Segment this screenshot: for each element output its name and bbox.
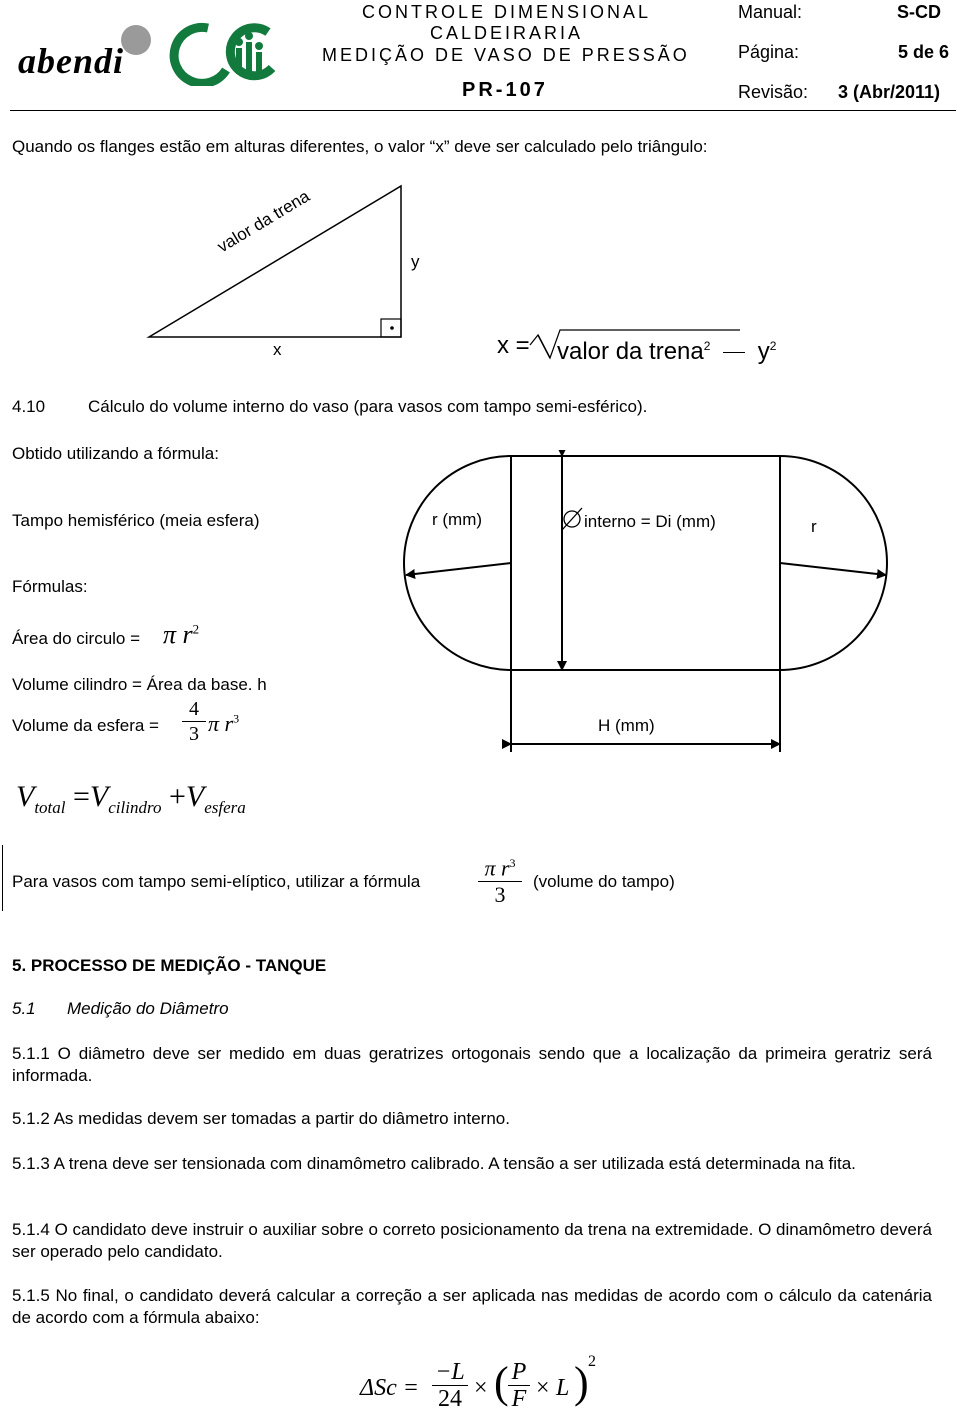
vtotal-sub: total xyxy=(34,798,66,817)
vessel-h-label: H (mm) xyxy=(598,716,655,735)
formulas-label: Fórmulas: xyxy=(12,577,88,596)
vessel-diameter-label: interno = Di (mm) xyxy=(584,512,716,531)
catenary-times-1: × xyxy=(474,1375,488,1401)
triangle-formula xyxy=(497,332,530,360)
para-512: 5.1.2 As medidas devem ser tomadas a partir do diâmetro interno. xyxy=(12,1109,510,1128)
para-514: 5.1.4 O candidato deve instruir o auxiliar sobre o correto posicionamento da trena na extremidade. O dinamômetro deverá ser operado pelo candidato. xyxy=(12,1220,932,1261)
vesf-sub: esfera xyxy=(204,798,246,817)
catenary-L: L xyxy=(556,1375,570,1401)
triangle-y-label: y xyxy=(411,252,420,271)
catenary-den-1: 24 xyxy=(438,1386,462,1412)
formula-rad-text: valor da trena xyxy=(557,338,704,365)
vtotal-equation xyxy=(16,780,246,825)
catenary-lparen: ( xyxy=(494,1358,509,1407)
tampo-text: Tampo hemisférico (meia esfera) xyxy=(12,511,260,530)
section-410-number: 4.10 xyxy=(12,397,46,416)
catenary-den-2: F xyxy=(511,1386,527,1412)
doc-code: PR-107 xyxy=(462,79,548,101)
vcil-v: V xyxy=(89,780,109,813)
vcil-sub: cilindro xyxy=(108,798,162,817)
formula-y: y xyxy=(757,338,770,365)
abendi-logo xyxy=(18,22,158,82)
header-title-2: CALDEIRARIA xyxy=(430,23,584,43)
revision-bar xyxy=(2,845,3,911)
para-511: 5.1.1 O diâmetro deve ser medido em duas geratrizes ortogonais sendo que a localização da primeira geratriz será informada. xyxy=(12,1044,932,1085)
sphere-frac-den: 3 xyxy=(189,723,199,745)
sphere-exp: 3 xyxy=(233,711,240,726)
area-label: Área do circulo = xyxy=(12,629,141,648)
obtained-text: Obtido utilizando a fórmula: xyxy=(12,444,219,463)
formula-lhs: x = xyxy=(497,332,530,359)
qc-logo xyxy=(168,18,293,86)
section5-heading: 5. PROCESSO DE MEDIÇÃO - TANQUE xyxy=(12,956,327,975)
section51-number: 5.1 xyxy=(12,999,36,1018)
vtotal-eq: = xyxy=(73,780,90,813)
header-divider xyxy=(10,110,956,111)
page-value: 5 de 6 xyxy=(898,42,950,62)
semi-pi-r: π r xyxy=(484,855,510,881)
semi-frac-den: 3 xyxy=(494,882,506,908)
catenary-frac-1 xyxy=(432,1359,468,1412)
semi-note: (volume do tampo) xyxy=(533,872,675,891)
vesf-v: V xyxy=(185,780,205,813)
manual-label: Manual: xyxy=(738,2,803,22)
area-exp: 2 xyxy=(192,621,200,637)
semi-exp: 3 xyxy=(509,856,516,870)
header-title-3: MEDIÇÃO DE VASO DE PRESSÃO xyxy=(322,45,690,65)
catenary-frac-2 xyxy=(508,1359,530,1412)
formula-radicand xyxy=(557,332,776,366)
semi-fraction xyxy=(478,850,522,908)
page-label: Página: xyxy=(738,42,800,62)
catenary-num-2: P xyxy=(511,1359,527,1385)
catenary-lhs: ΔSc = xyxy=(360,1375,419,1401)
abendi-logo-text: abendi xyxy=(18,41,125,81)
catenary-times-2: × xyxy=(536,1375,550,1401)
vtotal-plus: + xyxy=(168,780,186,813)
formula-exp-2: 2 xyxy=(769,339,777,353)
vessel-diagram xyxy=(0,450,960,780)
formula-exp-1: 2 xyxy=(703,339,711,353)
revision-value: 3 (Abr/2011) xyxy=(838,82,941,102)
vessel-r-label: r xyxy=(811,517,817,536)
vessel-r-mm: r (mm) xyxy=(432,510,483,529)
catenary-num-1: −L xyxy=(435,1359,465,1385)
catenary-rparen: ) xyxy=(574,1358,589,1407)
sphere-frac-num: 4 xyxy=(189,698,199,720)
triangle-x-label: x xyxy=(273,340,282,359)
volume-cylinder: Volume cilindro = Área da base. h xyxy=(12,675,267,694)
header-title-1: CONTROLE DIMENSIONAL xyxy=(362,2,652,22)
sphere-pi-r-text: π r xyxy=(208,711,234,736)
revision-label: Revisão: xyxy=(738,82,809,102)
section51-title: Medição do Diâmetro xyxy=(67,999,229,1018)
manual-value: S-CD xyxy=(897,2,941,22)
para-513: 5.1.3 A trena deve ser tensionada com dinamômetro calibrado. A tensão a ser utilizada está determinada na fita. xyxy=(12,1154,856,1173)
triangle-hyp-label: valor da trena xyxy=(214,186,313,257)
volume-sphere-label: Volume da esfera = xyxy=(12,716,159,735)
para-515: 5.1.5 No final, o candidato deverá calcular a correção a ser aplicada nas medidas de acordo com o cálculo da catenária de acordo com a fórmula abaixo: xyxy=(12,1286,932,1327)
triangle-diagram xyxy=(0,170,960,390)
area-pi-r: π r xyxy=(163,620,193,649)
semi-frac-num xyxy=(484,850,515,881)
semi-elliptic-text: Para vasos com tampo semi-elíptico, utilizar a fórmula xyxy=(12,872,421,891)
catenary-exp: 2 xyxy=(588,1353,596,1370)
section-410-title: Cálculo do volume interno do vaso (para vasos com tampo semi-esférico). xyxy=(88,397,648,416)
vtotal-v: V xyxy=(16,780,35,813)
catenary-formula xyxy=(360,1355,610,1415)
intro-text: Quando os flanges estão em alturas diferentes, o valor “x” deve ser calculado pelo triângulo: xyxy=(12,137,708,156)
